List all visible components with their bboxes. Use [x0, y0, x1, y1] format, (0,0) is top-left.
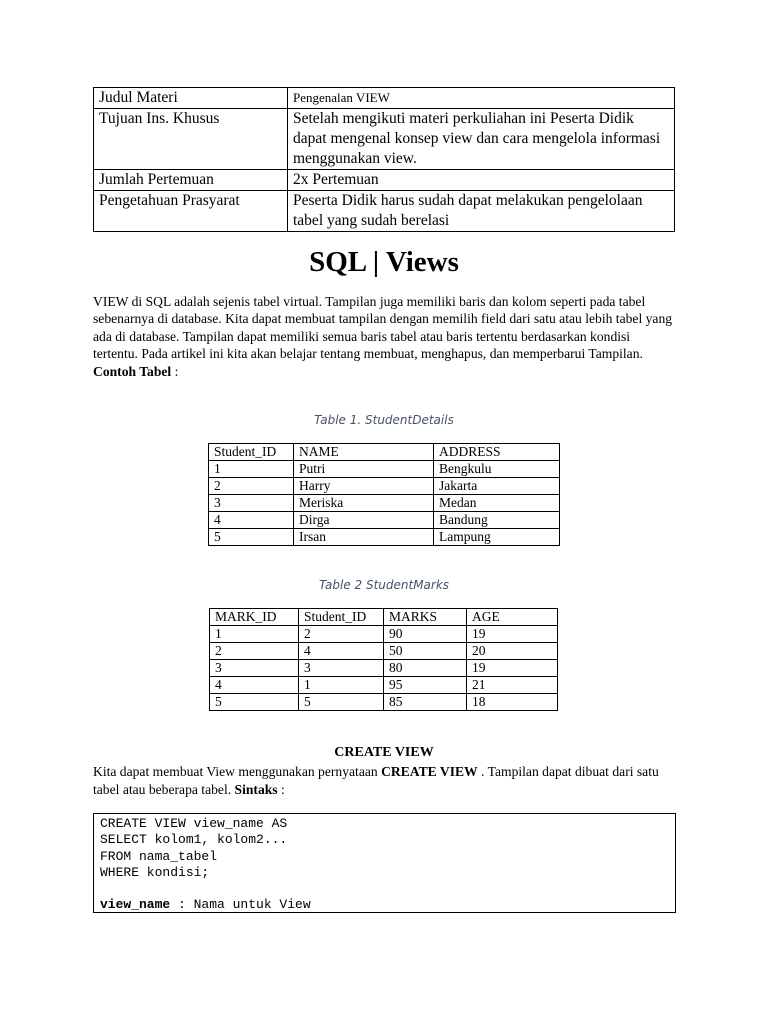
column-header: MARK_ID — [210, 609, 299, 626]
table-row — [210, 626, 558, 643]
course-info-table — [93, 87, 675, 232]
table-cell: 4 — [210, 677, 299, 694]
code-line — [100, 897, 669, 913]
table-cell: 90 — [384, 626, 467, 643]
info-value: Peserta Didik harus sudah dapat melakukan pengelolaan tabel yang sudah berelasi — [288, 191, 675, 232]
info-label: Pengetahuan Prasyarat — [94, 191, 288, 232]
create-view-text-after: . Tampilan dapat dibuat dari satu tabel atau beberapa tabel. — [93, 764, 659, 797]
intro-text: VIEW di SQL adalah sejenis tabel virtual. Tampilan juga memiliki baris dan kolom seperti pada tabel sebenarnya di database. Kita dapat membuat tampilan dengan memilih field dari satu atau lebih tabel yang ada di database. Tampilan dapat memiliki semua baris tabel atau baris tertentu berdasarkan kondisi tertentu. Pada artikel ini kita akan belajar tentang membuat, menghapus, dan memperbarui Tampilan. — [93, 294, 673, 362]
table-header-row — [210, 609, 558, 626]
column-header: Student_ID — [209, 444, 294, 461]
table-cell: 3 — [210, 660, 299, 677]
table-cell: 19 — [467, 660, 558, 677]
student-marks-table — [209, 608, 558, 711]
column-header: MARKS — [384, 609, 467, 626]
table-row — [94, 191, 675, 232]
page-title: SQL | Views — [309, 246, 459, 278]
table-cell: 20 — [467, 643, 558, 660]
code-line: CREATE VIEW view_name AS — [100, 816, 288, 831]
syntax-label: Sintaks — [234, 782, 278, 797]
table-row — [210, 694, 558, 711]
code-def: : Nama untuk View — [170, 897, 311, 913]
create-view-keyword: CREATE VIEW — [381, 764, 478, 779]
table-cell: 1 — [299, 677, 384, 694]
table-cell: 50 — [384, 643, 467, 660]
table-cell: Bandung — [434, 512, 560, 529]
table-cell: 1 — [209, 461, 294, 478]
table-cell: Medan — [434, 495, 560, 512]
table-cell: 2 — [299, 626, 384, 643]
example-suffix: : — [171, 363, 179, 379]
student-details-table — [208, 443, 560, 546]
table-cell: 85 — [384, 694, 467, 711]
info-label: Judul Materi — [94, 88, 288, 109]
table-cell: 3 — [299, 660, 384, 677]
column-header: Student_ID — [299, 609, 384, 626]
table-row — [94, 88, 675, 109]
intro-paragraph — [93, 293, 678, 380]
code-line: FROM nama_tabel — [100, 848, 218, 864]
table-cell: Irsan — [294, 529, 434, 546]
example-label: Contoh Tabel — [93, 363, 172, 379]
table-cell: 2 — [209, 478, 294, 495]
table-cell: 18 — [467, 694, 558, 711]
table1-caption: Table 1. StudentDetails — [314, 413, 454, 427]
table-cell: 2 — [210, 643, 299, 660]
table-cell: 4 — [299, 643, 384, 660]
table-header-row — [209, 444, 560, 461]
code-line-blank — [100, 881, 669, 897]
table-cell: 80 — [384, 660, 467, 677]
table-cell: Jakarta — [434, 478, 560, 495]
table-cell: 95 — [384, 677, 467, 694]
table-row — [209, 529, 560, 546]
table-cell: Harry — [294, 478, 434, 495]
table-row — [94, 170, 675, 191]
table-row — [209, 478, 560, 495]
table-row — [94, 109, 675, 170]
code-line: SELECT kolom1, kolom2... — [100, 832, 288, 848]
syntax-suffix: : — [277, 782, 285, 797]
table-cell: 3 — [209, 495, 294, 512]
code-block — [93, 813, 676, 913]
table-cell: 19 — [467, 626, 558, 643]
table-cell: Dirga — [294, 512, 434, 529]
table-row — [210, 677, 558, 694]
info-label: Tujuan Ins. Khusus — [94, 109, 288, 170]
table-cell: 1 — [210, 626, 299, 643]
table-row — [210, 660, 558, 677]
create-view-text-before: Kita dapat membuat View menggunakan pernyataan — [93, 764, 382, 779]
table-cell: 5 — [209, 529, 294, 546]
info-value: Pengenalan VIEW — [288, 88, 675, 109]
create-view-heading: CREATE VIEW — [334, 745, 434, 760]
table-cell: Bengkulu — [434, 461, 560, 478]
column-header: AGE — [467, 609, 558, 626]
create-view-paragraph — [93, 763, 678, 799]
table-cell: Putri — [294, 461, 434, 478]
table-cell: 4 — [209, 512, 294, 529]
table-cell: 5 — [210, 694, 299, 711]
table-cell: 21 — [467, 677, 558, 694]
table-cell: Lampung — [434, 529, 560, 546]
column-header: ADDRESS — [434, 444, 560, 461]
table-row — [209, 512, 560, 529]
code-line: WHERE kondisi; — [100, 864, 210, 880]
table-row — [209, 495, 560, 512]
table-row — [210, 643, 558, 660]
table2-caption: Table 2 StudentMarks — [318, 578, 450, 592]
table-cell: Meriska — [294, 495, 434, 512]
column-header: NAME — [294, 444, 434, 461]
info-value: Setelah mengikuti materi perkuliahan ini Peserta Didik dapat mengenal konsep view dan cara mengelola informasi menggunakan view. — [288, 109, 675, 170]
info-label: Jumlah Pertemuan — [94, 170, 288, 191]
info-value: 2x Pertemuan — [288, 170, 675, 191]
table-row — [209, 461, 560, 478]
table-cell: 5 — [299, 694, 384, 711]
code-term: view_name — [100, 897, 171, 913]
